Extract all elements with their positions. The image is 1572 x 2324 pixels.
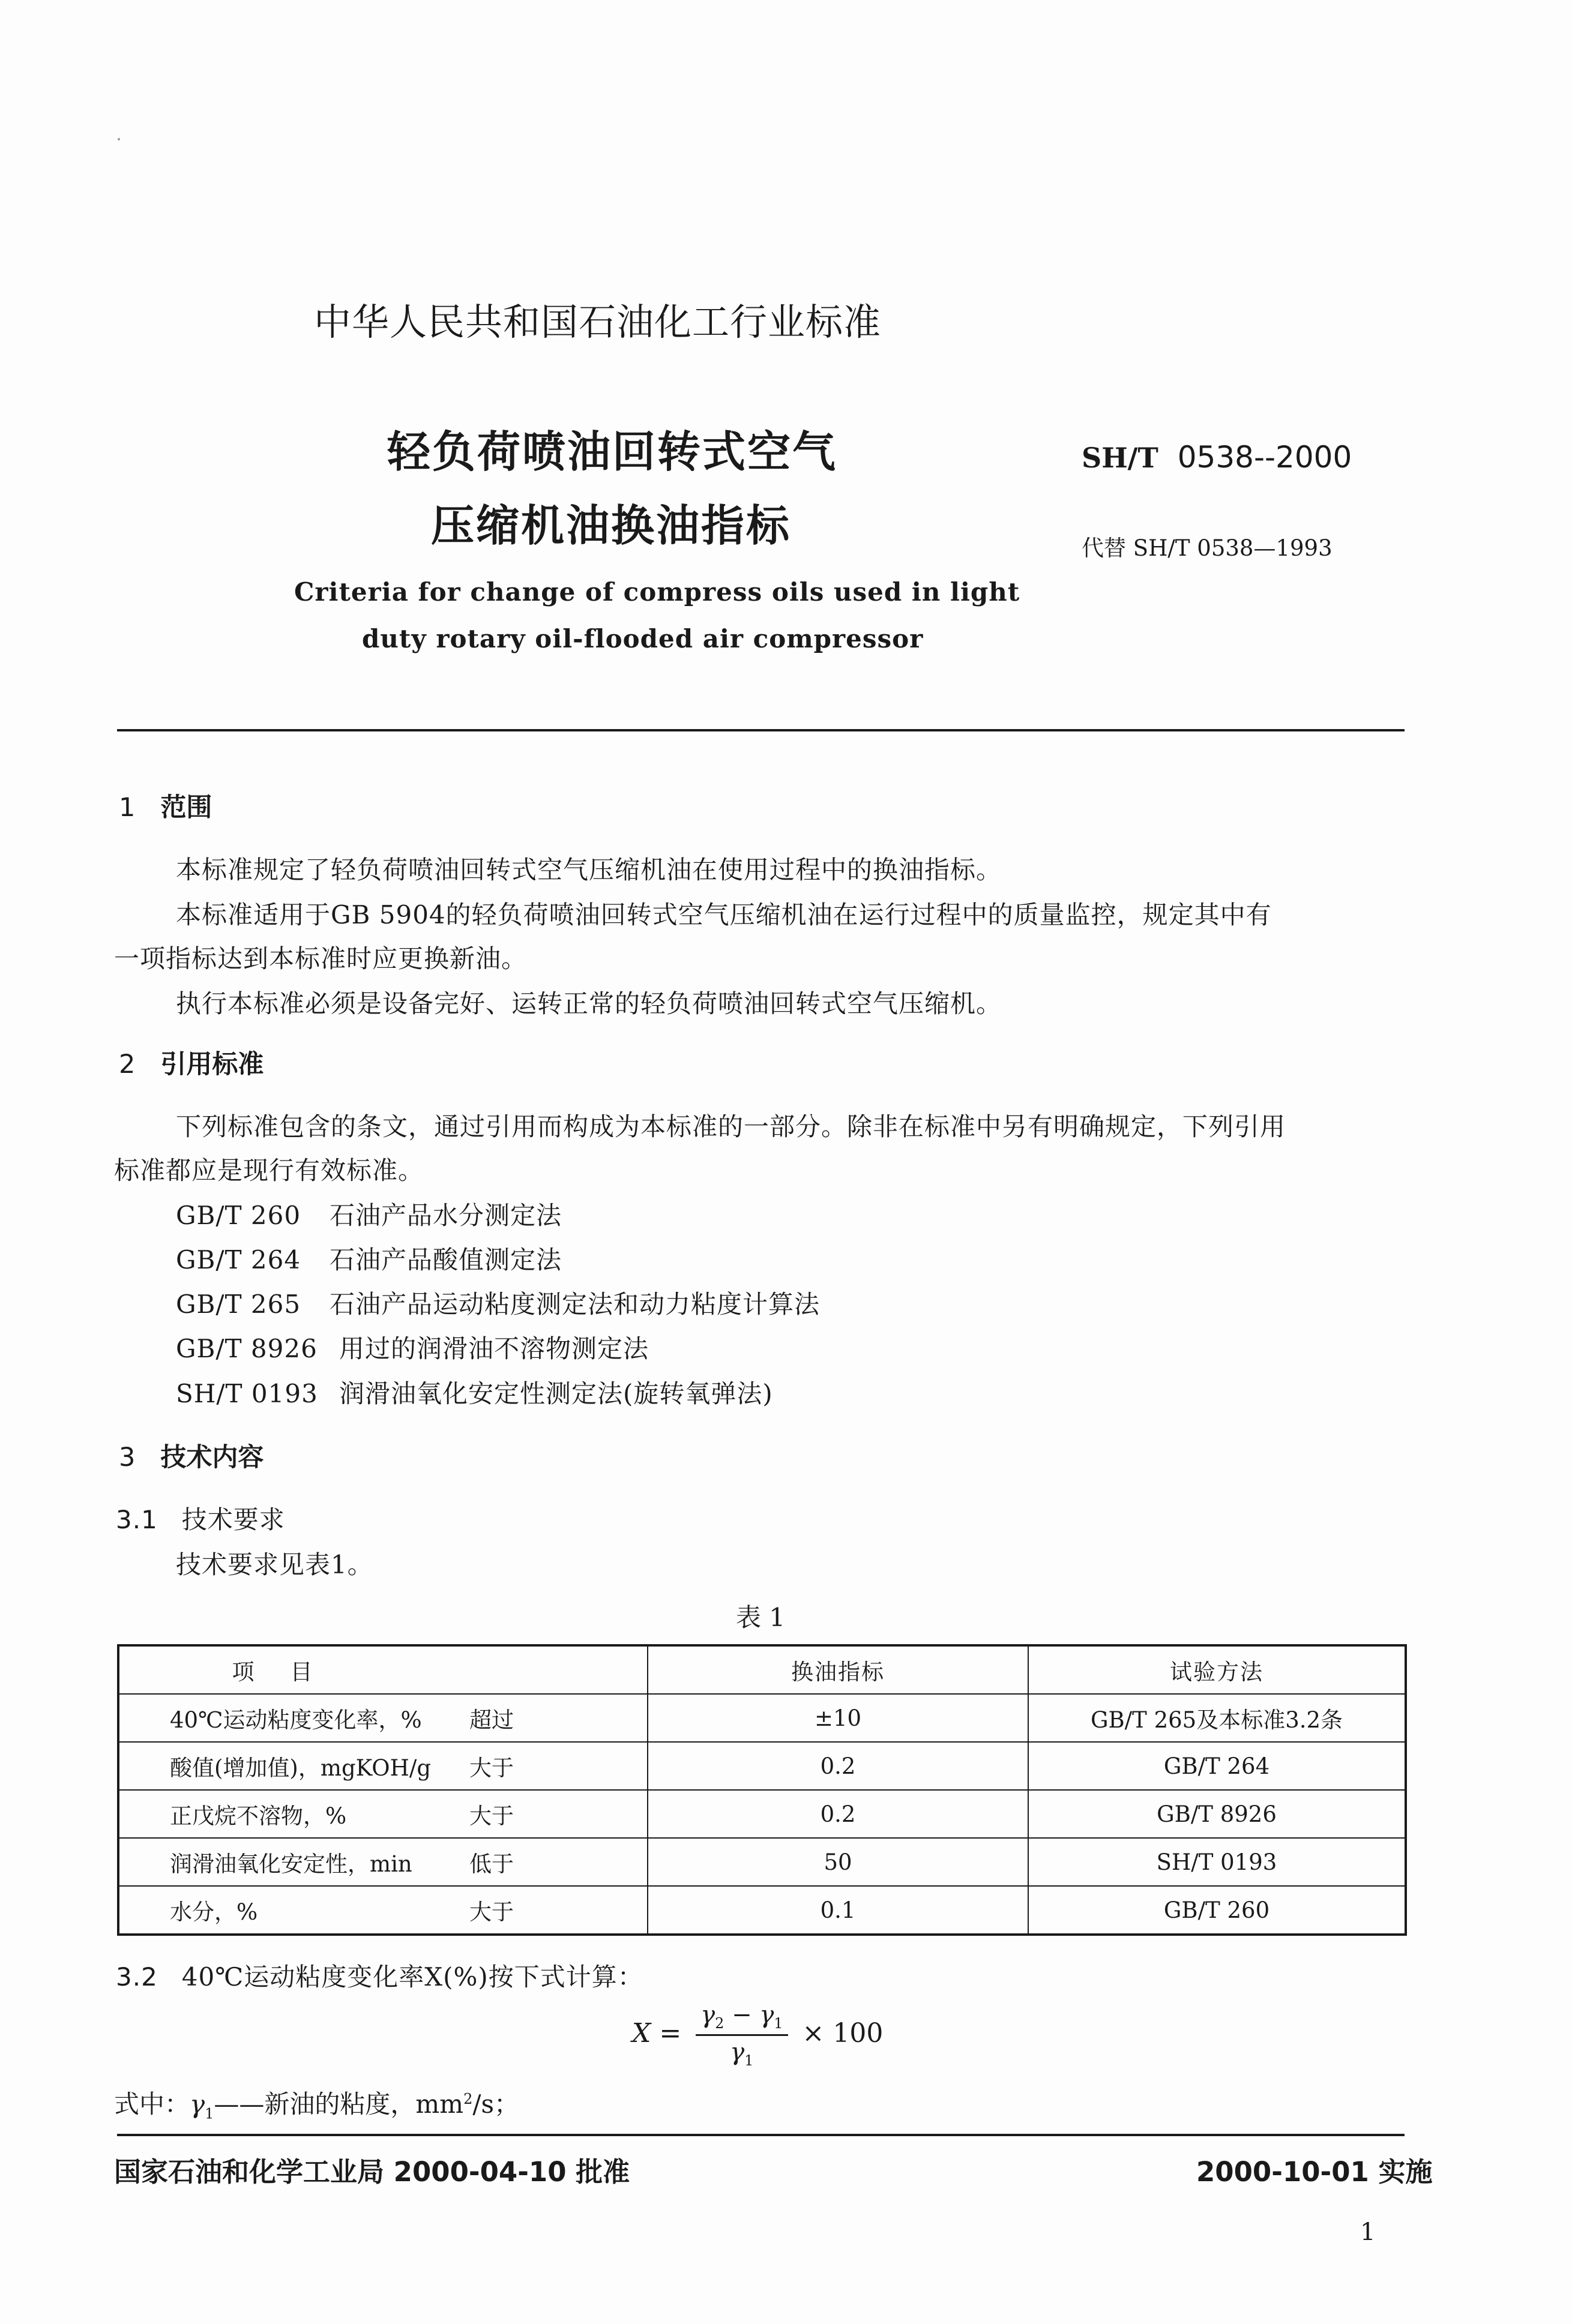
section-2-heading (119, 1044, 264, 1081)
scan-speck (118, 138, 120, 140)
standard-code: 0538--2000 (1177, 440, 1352, 475)
paragraph: 一项指标达到本标准时应更换新油。 (114, 944, 528, 973)
section-number: 3 (119, 1443, 136, 1473)
formula-where-clause (114, 2085, 519, 2122)
section-1-heading (119, 787, 212, 824)
formula-numerator (696, 2001, 788, 2036)
cell-method: GB/T 265及本标准3.2条 (1028, 1694, 1406, 1742)
numerator-sub-a: 2 (715, 2015, 724, 2032)
table-row (118, 1790, 1406, 1838)
section-number: 1 (119, 793, 136, 823)
subsection-text: 40℃运动粘度变化率X(%)按下式计算： (181, 1962, 643, 1992)
table-row (118, 1742, 1406, 1790)
reference-code: GB/T 264 (176, 1245, 301, 1275)
subsection-3-1-heading (116, 1500, 285, 1536)
table-row (118, 1694, 1406, 1742)
denominator-sub: 1 (744, 2052, 754, 2069)
subsection-number: 3.1 (116, 1505, 158, 1534)
section-title: 技术内容 (160, 1443, 264, 1473)
cell-value: 0.1 (648, 1886, 1028, 1935)
column-header-item: 项目 (118, 1645, 648, 1694)
cell-value: 50 (648, 1838, 1028, 1886)
reference-item (176, 1329, 649, 1365)
reference-item (176, 1285, 820, 1321)
where-symbol: γ (190, 2089, 205, 2119)
reference-name: 石油产品水分测定法 (330, 1201, 562, 1230)
reference-name: 润滑油氧化安定性测定法(旋转氧弹法) (339, 1379, 773, 1408)
paragraph: 本标准规定了轻负荷喷油回转式空气压缩机油在使用过程中的换油指标。 (176, 855, 1002, 884)
cell-item: 润滑油氧化安定性，min (118, 1838, 469, 1886)
cell-condition: 大于 (469, 1742, 648, 1790)
table-caption: 表 1 (736, 1603, 786, 1632)
approval-line: 国家石油和化学工业局 2000-04-10 批准 (114, 2156, 630, 2188)
cell-condition: 低于 (469, 1838, 648, 1886)
reference-item (176, 1196, 562, 1232)
section-3-heading (119, 1437, 264, 1474)
cell-condition: 大于 (469, 1790, 648, 1838)
column-header-method: 试验方法 (1028, 1645, 1406, 1694)
cell-item: 酸值(增加值)，mgKOH/g (118, 1742, 469, 1790)
reference-name: 用过的润滑油不溶物测定法 (339, 1334, 649, 1363)
paragraph: 本标准适用于GB 5904的轻负荷喷油回转式空气压缩机油在运行过程中的质量监控，规定其中有 (176, 900, 1272, 929)
header-divider (117, 729, 1405, 731)
where-description: ——新油的粘度，mm (214, 2089, 464, 2119)
cell-method: GB/T 8926 (1028, 1790, 1406, 1838)
cell-condition: 超过 (469, 1694, 648, 1742)
where-unit-sup: 2 (463, 2091, 473, 2107)
criteria-table (117, 1644, 1407, 1936)
table-header-row (118, 1645, 1406, 1694)
reference-name: 石油产品运动粘度测定法和动力粘度计算法 (330, 1290, 821, 1319)
reference-code: GB/T 8926 (176, 1334, 318, 1363)
denominator-symbol: γ (730, 2038, 745, 2066)
formula-denominator (696, 2036, 788, 2069)
paragraph: 执行本标准必须是设备完好、运转正常的轻负荷喷油回转式空气压缩机。 (176, 989, 1002, 1018)
cell-item: 正戊烷不溶物，% (118, 1790, 469, 1838)
page-number: 1 (1360, 2218, 1376, 2246)
effective-date: 2000-10-01 实施 (1196, 2156, 1433, 2188)
replaces-standard: 代替 SH/T 0538—1993 (1082, 535, 1333, 561)
cell-item: 40℃运动粘度变化率，% (118, 1694, 469, 1742)
section-title: 范围 (160, 793, 212, 823)
cell-condition: 大于 (469, 1886, 648, 1935)
reference-name: 石油产品酸值测定法 (330, 1245, 562, 1275)
where-prefix: 式中： (114, 2089, 190, 2119)
where-symbol-sub: 1 (205, 2105, 214, 2122)
table-row (118, 1886, 1406, 1935)
section-title: 引用标准 (160, 1049, 264, 1079)
subsection-title: 技术要求 (181, 1505, 285, 1534)
cell-method: GB/T 260 (1028, 1886, 1406, 1935)
reference-item (176, 1240, 562, 1276)
document-title-line1: 轻负荷喷油回转式空气 (387, 427, 838, 477)
org-title: 中华人民共和国石油化工行业标准 (314, 300, 882, 344)
paragraph: 标准都应是现行有效标准。 (114, 1156, 424, 1185)
subsection-number: 3.2 (116, 1962, 158, 1992)
subsection-3-2-heading (116, 1957, 643, 1993)
standard-number (1082, 440, 1352, 475)
formula-equals: = (659, 2018, 682, 2049)
reference-code: GB/T 260 (176, 1201, 301, 1230)
reference-code: GB/T 265 (176, 1290, 301, 1319)
formula (632, 2001, 883, 2069)
cell-value: ±10 (648, 1694, 1028, 1742)
numerator-symbol-b: γ (759, 2001, 774, 2029)
cell-method: GB/T 264 (1028, 1742, 1406, 1790)
numerator-sub-b: 1 (774, 2015, 783, 2032)
paragraph: 下列标准包含的条文，通过引用而构成为本标准的一部分。除非在标准中另有明确规定，下列引用 (176, 1112, 1286, 1141)
standard-prefix: SH/T (1082, 442, 1158, 474)
reference-item (176, 1374, 773, 1410)
reference-code: SH/T 0193 (176, 1379, 318, 1408)
english-title-line1: Criteria for change of compress oils used in light (294, 577, 1020, 607)
cell-item: 水分，% (118, 1886, 469, 1935)
document-title-line2: 压缩机油换油指标 (431, 500, 792, 551)
table-row (118, 1838, 1406, 1886)
english-title-line2: duty rotary oil-flooded air compressor (362, 624, 924, 653)
column-header-value: 换油指标 (648, 1645, 1028, 1694)
footer-divider (117, 2134, 1405, 2136)
cell-method: SH/T 0193 (1028, 1838, 1406, 1886)
cell-value: 0.2 (648, 1790, 1028, 1838)
numerator-minus: − (724, 2001, 760, 2029)
cell-value: 0.2 (648, 1742, 1028, 1790)
paragraph: 技术要求见表1。 (176, 1550, 373, 1579)
numerator-symbol-a: γ (700, 2001, 715, 2029)
section-number: 2 (119, 1049, 136, 1079)
formula-lhs: X (632, 2018, 651, 2049)
formula-times: × 100 (802, 2018, 884, 2049)
formula-fraction (696, 2001, 788, 2069)
where-unit-tail: /s； (472, 2089, 520, 2119)
